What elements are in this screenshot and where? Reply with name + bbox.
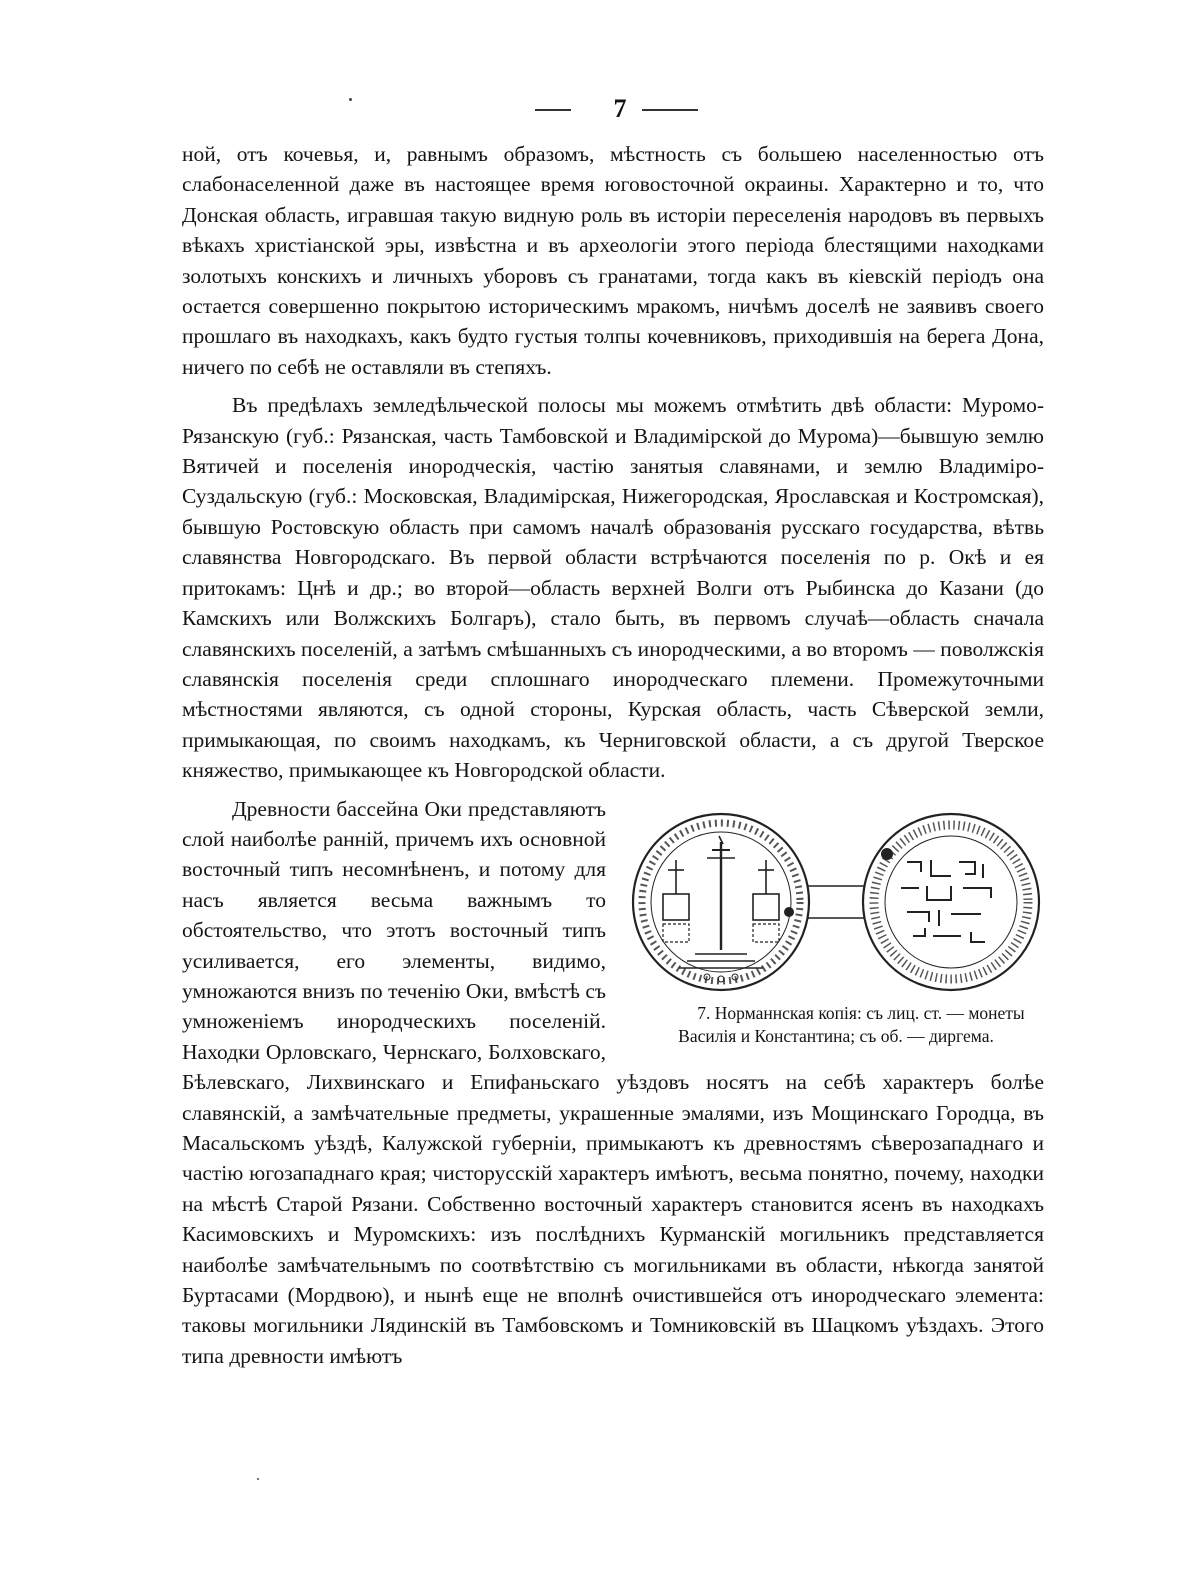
coin-figure [628,794,1044,1056]
caption-line-2: Василія и Константина; съ об. — диргема. [678,1025,994,1046]
coin-illustration [631,802,1041,1002]
caption-line-1: 7. Норманнская копія: съ лиц. ст. — монеты [697,1002,1025,1023]
paragraph-2: Въ предѣлахъ земледѣльческой полосы мы можемъ отмѣтить двѣ области: Муромо-Рязанскую (губ.: Рязанская, часть Тамбовской и Владимірской до Мурома)—бывшую землю Вятичей и поселенія инородческія, частію занятыя славянами, и землю Владиміро-Суздальскую (губ.: Московская, Владимірская, Нижегородская, Ярославская и Костромская), бывшую Ростовскую область при самомъ началѣ образованія русскаго государства, вѣтвь славянства Новгородскаго. Въ первой области встрѣчаются поселенія по р. Окѣ и ея притокамъ: Цнѣ и др.; во второй—область верхней Волги отъ Рыбинска до Казани (до Камскихъ или Волжскихъ Болгаръ), стало быть, въ первомъ случаѣ—область сначала славянскихъ поселеній, а затѣмъ смѣшанныхъ съ инородческими, а во второмъ — поволжскія славянскія поселенія среди сплошнаго инородческаго племени. Промежуточными мѣстностями являются, съ одной стороны, Курская область, часть Сѣверской земли, примыкающая, по своимъ находкамъ, къ Черниговской области, а съ другой Тверское княжество, примыкающее къ Новгородской области. [182,393,1044,783]
ornament-dash-right [642,109,698,111]
ornament-dash-left [535,109,571,111]
page-number: 7 [613,94,627,123]
body-text [182,139,1044,1379]
coin-reverse-icon [863,814,1039,990]
coin-obverse-icon [633,814,809,990]
paragraph-1: ной, отъ кочевья, и, равнымъ образомъ, мѣстность съ большею населенностью отъ слабонаселенной даже въ настоящее время юговосточной окраины. Характерно и то, что Донская область, игравшая такую видную роль въ исторіи переселенія народовъ въ первыхъ вѣкахъ христіанской эры, извѣстна и въ археологіи этого періода блестящими находками золотыхъ конскихъ и личныхъ уборовъ съ гранатами, тогда какъ въ кіевскій періодъ она остается совершенно покрытою историческимъ мракомъ, ничѣмъ доселѣ не заявивъ своего прошлаго въ находкахъ, какъ будто густыя толпы кочевниковъ, приходившія на берега Дона, ничего по себѣ не оставляли въ степяхъ. [182,142,1044,379]
running-head [0,94,1191,124]
print-speck [257,1478,259,1480]
figure-caption [628,1002,1044,1048]
paragraph-3: Древности бассейна Оки представляютъ слой наиболѣе ранній, причемъ ихъ основной восточный типъ несомнѣненъ, и потому для насъ является весьма важнымъ то обстоятельство, что этотъ восточный типъ усиливается, его элементы, видимо, умножаются внизъ по теченію Оки, вмѣстѣ съ умноженіемъ инородческихъ поселеній. Находки Орловскаго, Чернскаго, Болховскаго, Бѣлевскаго, Лихвинскаго и Епифаньскаго уѣздовъ носятъ на себѣ характеръ болѣе славянскій, а замѣчательные предметы, украшенные эмалями, изъ Мощинскаго Городца, въ Масальскомъ уѣздѣ, Калужской губерніи, примыкаютъ къ древностямъ сѣверозападнаго и частію югозападнаго края; чисторусскій характеръ имѣютъ, весьма понятно, почему, находки на мѣстѣ Старой Рязани. Собственно восточный характеръ становится ясенъ въ находкахъ Касимовскихъ и Муромскихъ: изъ послѣднихъ Курманскій могильникъ представляется наиболѣе замѣчательнымъ по соотвѣтствію съ могильниками въ области, нѣкогда занятой Буртасами (Мордвою), и нынѣ еще не вполнѣ очистившейся отъ инородческаго элемента: таковы могильники Лядинскій въ Тамбовскомъ и Томниковскій въ Шацкомъ уѣздахъ. Этого типа древности имѣютъ [182,796,1044,1368]
print-speck [349,98,352,101]
